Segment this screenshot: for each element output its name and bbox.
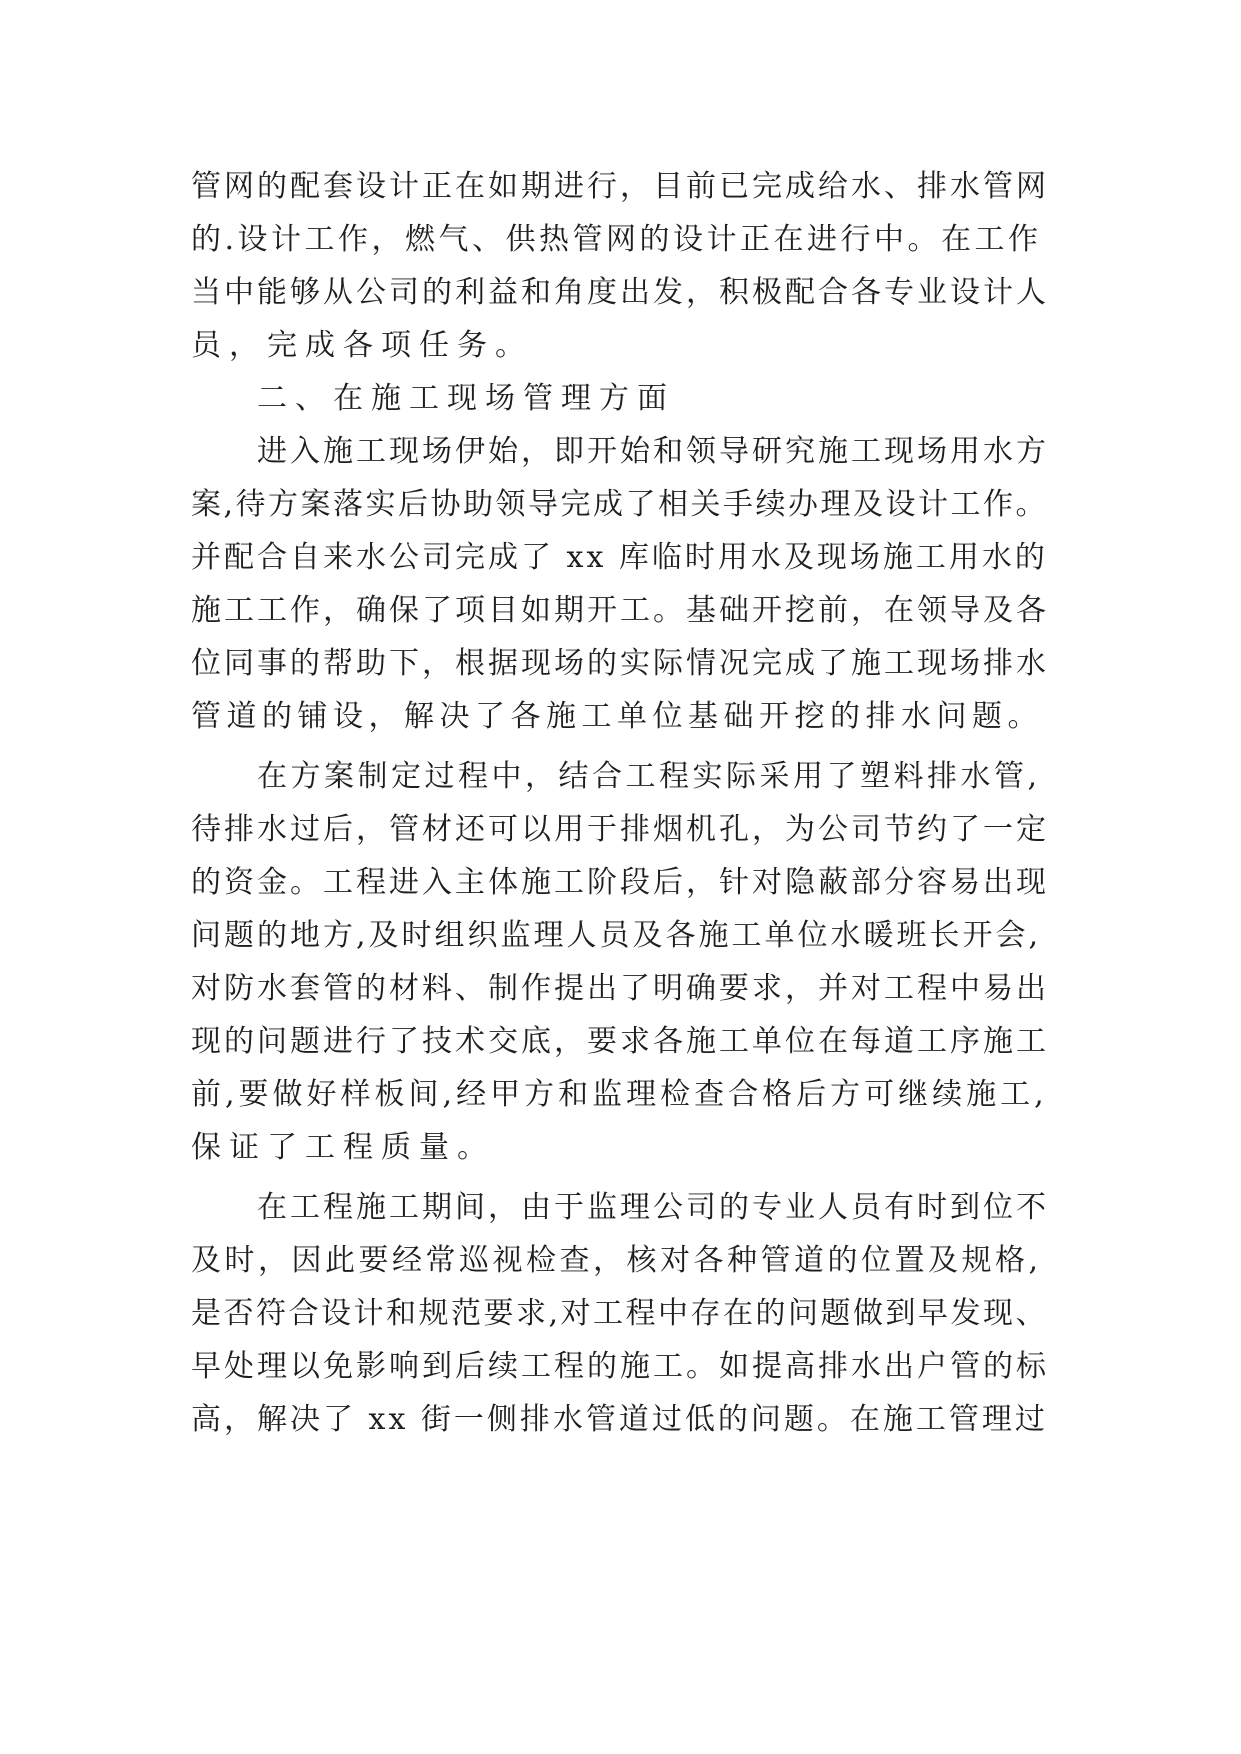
paragraph-site-water [191, 425, 1051, 743]
text-line: 施工工作，确保了项目如期开工。基础开挖前，在领导及各 [191, 593, 1049, 628]
text-line: 管网的配套设计正在如期进行，目前已完成给水、排水管网 [191, 169, 1049, 204]
text-line: 高，解决了 xx 街一侧排水管道过低的问题。在施工管理过 [191, 1402, 1048, 1437]
section-heading-text: 二、在施工现场管理方面 [257, 381, 675, 416]
text-line: 现的问题进行了技术交底，要求各施工单位在每道工序施工 [191, 1024, 1049, 1059]
section-heading [191, 372, 1051, 425]
text-line: 早处理以免影响到后续工程的施工。如提高排水出户管的标 [191, 1349, 1049, 1384]
text-line: 的.设计工作，燃气、供热管网的设计正在进行中。在工作 [191, 222, 1042, 257]
paragraph-construction [191, 1181, 1051, 1446]
text-line: 问题的地方,及时组织监理人员及各施工单位水暖班长开会, [191, 918, 1042, 953]
text-line: 及时，因此要经常巡视检查，核对各种管道的位置及规格, [191, 1243, 1042, 1278]
paragraph-scheme [191, 750, 1051, 1174]
document-body [191, 160, 1051, 1446]
text-line: 的资金。工程进入主体施工阶段后，针对隐蔽部分容易出现 [191, 865, 1049, 900]
text-line: 当中能够从公司的利益和角度出发，积极配合各专业设计人 [191, 275, 1049, 310]
paragraph-design-progress [191, 160, 1051, 372]
text-line: 位同事的帮助下，根据现场的实际情况完成了施工现场排水 [191, 646, 1049, 681]
text-line: 对防水套管的材料、制作提出了明确要求，并对工程中易出 [191, 971, 1049, 1006]
text-line: 员，完成各项任务。 [191, 328, 533, 363]
text-line: 案,待方案落实后协助领导完成了相关手续办理及设计工作。 [191, 487, 1049, 522]
text-line: 前,要做好样板间,经甲方和监理检查合格后方可继续施工, [191, 1077, 1048, 1112]
text-line: 保证了工程质量。 [191, 1130, 495, 1165]
text-line: 并配合自来水公司完成了 xx 库临时用水及现场施工用水的 [191, 540, 1048, 575]
text-line: 是否符合设计和规范要求,对工程中存在的问题做到早发现、 [191, 1296, 1049, 1331]
text-line: 进入施工现场伊始，即开始和领导研究施工现场用水方 [257, 434, 1049, 469]
text-line: 在工程施工期间，由于监理公司的专业人员有时到位不 [257, 1190, 1049, 1225]
text-line: 待排水过后，管材还可以用于排烟机孔，为公司节约了一定 [191, 812, 1049, 847]
text-line: 在方案制定过程中，结合工程实际采用了塑料排水管, [257, 759, 1041, 794]
text-line: 管道的铺设，解决了各施工单位基础开挖的排水问题。 [191, 699, 1043, 734]
